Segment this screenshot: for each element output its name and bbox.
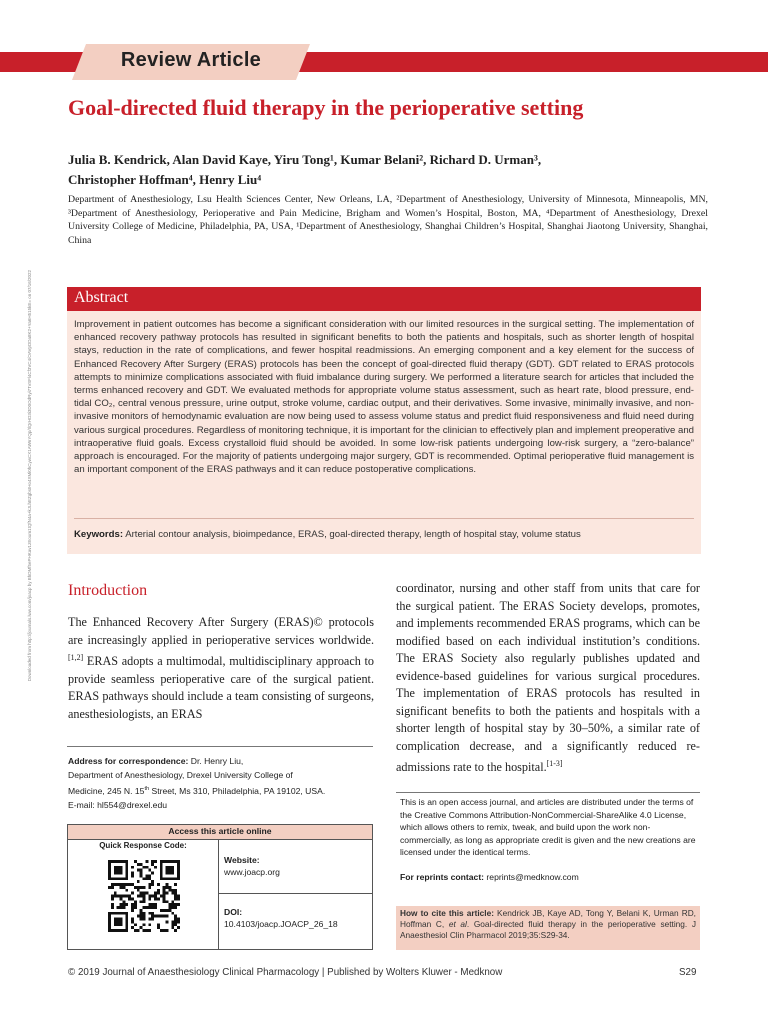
correspondence-sup: th (144, 786, 150, 793)
affiliations: Department of Anesthesiology, Lsu Health Sciences Center, New Orleans, LA, ²Department of Anesthesiology, University of Minnesota, Minneapolis, MN, ³Department of Anesthesiology, Perioperative and Pain Medicine, Brigham and Women’s Hospital, Boston, MA, ⁴Department of Anesthesiology, Drexel University College of Medicine, Philadelphia, PA, USA, ¹Department of Anesthesiology, Shanghai Children’s Hospital, Shanghai Jiaotong University, Shanghai, China (68, 194, 708, 246)
author-line: Christopher Hoffman⁴, Henry Liu⁴ (68, 172, 262, 187)
article-type-label: Review Article (120, 49, 262, 71)
author-line: Julia B. Kendrick, Alan David Kaye, Yiru Tong¹, Kumar Belani², Richard D. Urman³, (68, 152, 542, 167)
keywords (74, 529, 694, 540)
abstract-heading: Abstract (74, 289, 129, 306)
citation-text (400, 908, 696, 942)
abstract-header-bar (67, 287, 701, 311)
doi-label: DOI: (224, 907, 243, 917)
keywords-label: Keywords: (74, 529, 124, 540)
correspondence-name: Dr. Henry Liu, (188, 756, 244, 766)
doi-link[interactable]: 10.4103/joacp.JOACP_26_18 (224, 919, 338, 929)
license-divider (396, 792, 700, 793)
qr-label: Quick Response Code: (99, 841, 187, 850)
citation-ref: [1,2] (68, 653, 84, 662)
download-notice (27, 270, 37, 740)
reprints-contact (400, 872, 698, 882)
website-link[interactable]: www.joacp.org (224, 867, 280, 877)
intro-column-left (68, 614, 374, 723)
abstract-text: Improvement in patient outcomes has become a significant consideration with our limited resources in the surgical setting. The implementation of enhanced recovery pathway protocols has resulted in significant benefits to both the patients and hospitals, such as shorter length of hospital stays, reduction in the rate of complications, and fewer hospital readmissions. An emerging component and a key element for the success of Enhanced Recovery After Surgery (ERAS) protocols has been the concept of goal-directed fluid therapy (GDT). GDT related to ERAS protocols attempts to minimize complications associated with fluid imbalance during surgery. We performed a literature search for articles that included the terms enhanced recovery and GDT. We evaluated methods for appropriate volume status assessment, such as heart rate, blood pressure, end-tidal CO₂, central venous pressure, urine output, stroke volume, cardiac output, and their derivatives. Some invasive, minimally invasive, and non-invasive monitors of hemodynamic evaluation are now being used to assess volume status and predict fluid responsiveness and fluid need during various surgical procedures. Regardless of monitoring technique, it is important for the clinician to effectively plan and implement preoperative and intraoperative fluid goals. Excess crystalloid fluid should be avoided. In some low-risk patients undergoing low-risk surgery, a “zero-balance” approach is encouraged. For the majority of patients undergoing major surgery, GDT is recommended. Optimal perioperative fluid management is an important component of the ERAS pathways and it can reduce postoperative complications. (74, 319, 694, 476)
citation-label: How to cite this article: (400, 908, 494, 918)
citation-etal: et al (448, 919, 467, 930)
intro-text: ERAS adopts a multimodal, multidisciplinary approach to provide seamless perioperative care of the surgical patient. ERAS pathways should include a team consisting of surgeons, anesthesiologists, an ERAS (68, 654, 374, 721)
intro-text: coordinator, nursing and other staff from units that care for the surgical patient. The ERAS Society develops, promotes, and implements recommended ERAS programs, which can be modified based on each individual institution’s conditions. The ERAS Society also regularly publishes updated and evidence-based guidelines for various surgical procedures. The implementation of ERAS protocols has resulted in significant benefits to both the patients and hospitals with a shorter length of hospital stay by 30–50%, a similar rate of complication decrease, and a significantly reduced re-admissions rate to the hospital. (396, 581, 700, 775)
access-box-divider (218, 893, 372, 894)
correspondence-line: Department of Anesthesiology, Drexel University College of (68, 770, 293, 781)
keywords-list: Arterial contour analysis, bioimpedance, ERAS, goal-directed therapy, length of hospital stay, volume status (125, 529, 581, 540)
reprints-email[interactable]: reprints@medknow.com (484, 872, 579, 882)
correspondence-line: Street, Ms 310, Philadelphia, PA 19102, USA. (149, 786, 326, 797)
page-number: S29 (679, 967, 697, 978)
article-title: Goal-directed fluid therapy in the perioperative setting (68, 95, 584, 120)
intro-text: The Enhanced Recovery After Surgery (ERAS)© protocols are increasingly applied in perioperative services worldwide. (68, 615, 374, 647)
intro-column-right (396, 580, 700, 777)
correspondence-divider (67, 746, 373, 747)
correspondence-line: Medicine, 245 N. 15 (68, 786, 145, 797)
author-list (68, 150, 708, 190)
correspondence-block (68, 754, 374, 813)
access-box-title: Access this article online (168, 826, 272, 836)
correspondence-email[interactable]: E-mail: hl554@drexel.edu (68, 800, 168, 811)
section-heading-introduction: Introduction (68, 582, 148, 599)
citation-part: . Goal-directed fluid therapy in the perioperative setting. J Anaesthesiol Clin Pharmacol 2019;35:S29-34. (400, 919, 696, 941)
correspondence-label: Address for correspondence: (68, 756, 189, 766)
website-label: Website: (224, 855, 260, 865)
citation-part: Kendrick JB, Kaye AD, Tong Y, Belani K, Urman RD, Hoffman C, (400, 908, 696, 930)
footer-text: © 2019 Journal of Anaesthesiology Clinical Pharmacology | Published by Wolters Kluwer - Medknow (68, 967, 503, 978)
download-notice-text: Downloaded from http://journals.lww.com/joacp by BhDMf5ePHKav1zEoum1tQfN4a+kJLhEZgbsIHo4XMi0hCywCX1AWnYQp/IlQrHD3i3D0OdRyi7TvSFl4Cf3VC4/OAVpDDa8K2+Ya6H515kE= on 07/16/2022 (27, 270, 32, 682)
license-notice: This is an open access journal, and articles are distributed under the terms of the Creative Commons Attribution-NonCommercial-ShareAlike 4.0 License, which allows others to remix, tweak, and build upon the work non-commercially, as long as appropriate credit is given and the new creations are licensed under the identical terms. (400, 797, 696, 857)
access-box-divider (218, 840, 219, 949)
reprints-label: For reprints contact: (400, 872, 485, 882)
abstract-divider (74, 518, 694, 519)
citation-ref: [1-3] (546, 759, 563, 768)
qr-code-icon[interactable] (108, 860, 180, 932)
